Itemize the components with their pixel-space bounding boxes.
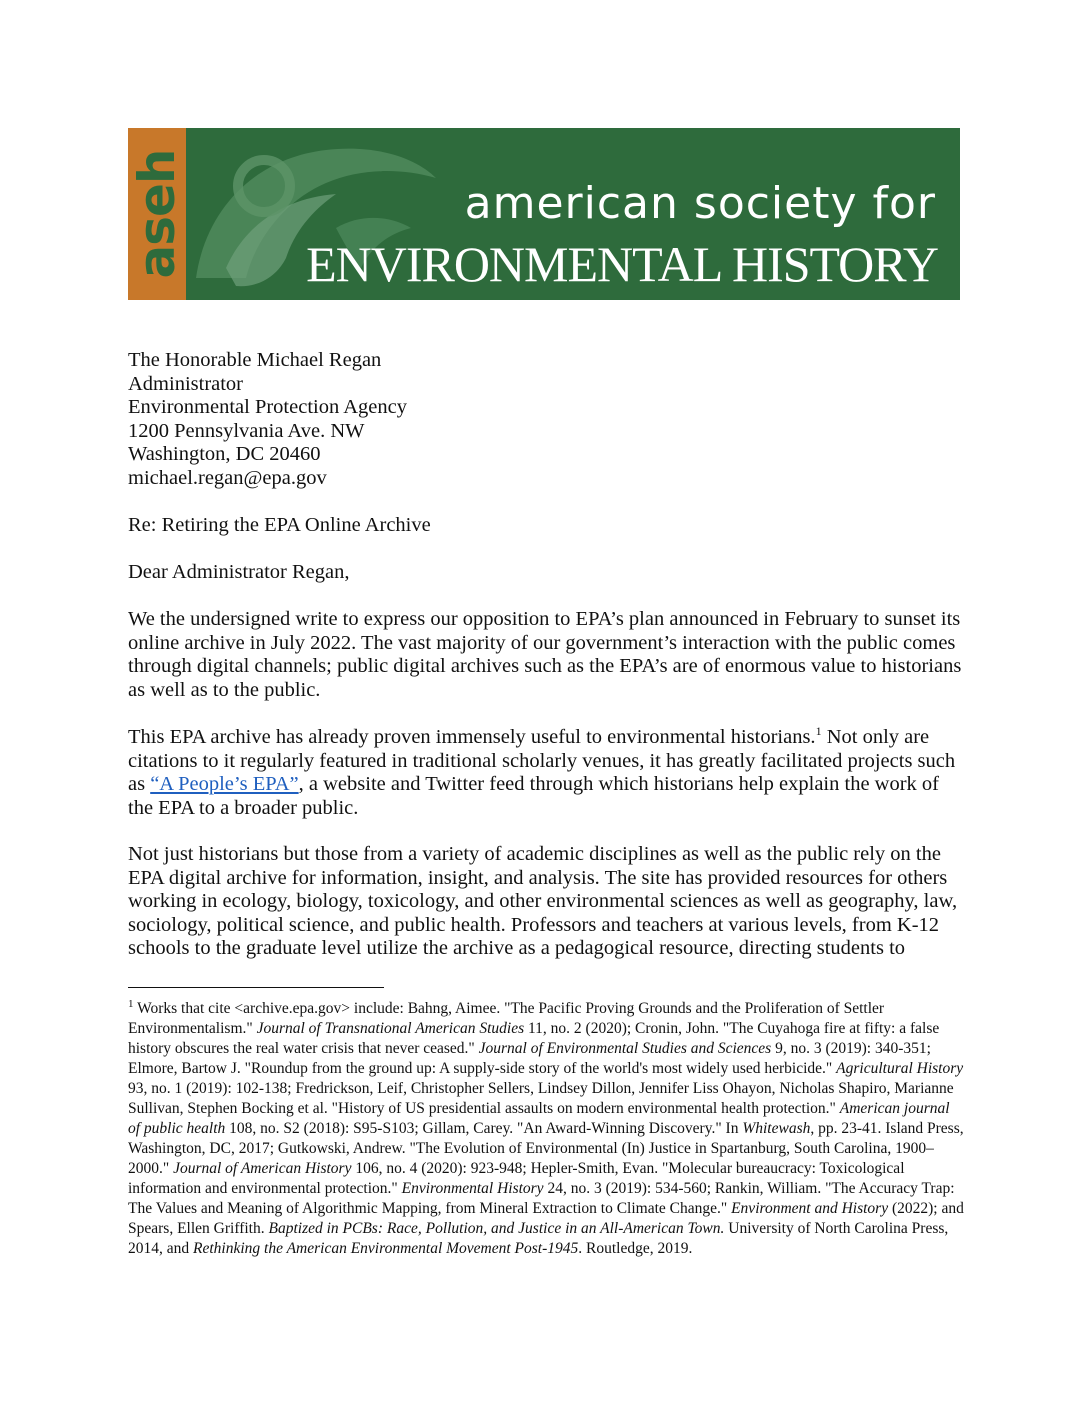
footnote-italic-title: Agricultural History (836, 1060, 964, 1077)
footnote-body (128, 997, 964, 1257)
salutation: Dear Administrator Regan, (128, 561, 350, 583)
footnote-text: (2022); and Spears, Ellen Griffith. (128, 1200, 964, 1237)
footnote (128, 999, 964, 1259)
footnote-divider (128, 987, 384, 988)
recipient-line: The Honorable Michael Regan (128, 349, 382, 371)
footnote-italic-title: Journal of Environmental Studies and Sciences (478, 1040, 772, 1057)
peoples-epa-link[interactable]: “A People’s EPA” (150, 773, 299, 795)
recipient-line: 1200 Pennsylvania Ave. NW (128, 419, 365, 442)
paragraph-1-text: We the undersigned write to express our opposition to EPA’s plan announced in February to sunset its online archive in July 2022. The vast majority of our government’s interaction with the public comes through digital channels; public digital archives such as the EPA’s are of enormous value to historians as well as to the public. (128, 608, 962, 701)
paragraph-2-middle: Not only are citations to it regularly featured in traditional scholarly venues, it has greatly facilitated projects such as (128, 726, 956, 795)
footnote-italic-title: Whitewash (742, 1120, 811, 1137)
recipient-line: Environmental Protection Agency (128, 396, 407, 418)
paragraph-2 (128, 726, 964, 820)
subject-line: Re: Retiring the EPA Online Archive (128, 514, 431, 536)
footnote-italic-title: Rethinking the American Environmental Movement Post-1945 (193, 1240, 579, 1257)
footnote-italic-title: Journal of American History (173, 1160, 352, 1177)
paragraph-3-text: Not just historians but those from a variety of academic disciplines as well as the public rely on the EPA digital archive for information, insight, and analysis. The site has provided resources for others working in ecology, biology, toxicology, and other environmental sciences as well as geography, law, sociology, political science, and public health. Professors and teachers at various levels, from K-12 schools to the graduate level utilize the archive as a pedagogical resource, directing students to (128, 843, 958, 959)
recipient-line: Administrator (128, 372, 244, 395)
footnote-italic-title: Environment and History (731, 1200, 889, 1217)
footnote-mark: 1 (128, 997, 134, 1010)
logo-side-panel (128, 128, 186, 300)
paragraph-2-end: , a website and Twitter feed through which historians help explain the work of the EPA to a broader public. (128, 773, 939, 819)
aseh-logo-text: aseh (128, 149, 186, 279)
footnote-text: 93, no. 1 (2019): 102-138; Fredrickson, Leif, Christopher Sellers, Lindsey Dillon, Jennifer Liss Ohayon, Nicholas Shapiro, Marianne Sullivan, Stephen Bocking et al. "History of US presidential assaults on modern environmental health protection." (128, 1080, 954, 1117)
footnote-text: Works that cite <archive.epa.gov> include: Bahng, Aimee. "The Pacific Proving Grounds and the Proliferation of Settler Environmentalism." (128, 1000, 885, 1037)
footnote-reference[interactable]: 1 (815, 724, 822, 739)
recipient-line: Washington, DC 20460 (128, 443, 321, 465)
footnote-text: University of North Carolina Press, 2014, and (128, 1220, 949, 1257)
recipient-email: michael.regan@epa.gov (128, 466, 327, 489)
footnote-text: 106, no. 4 (2020): 923-948; Hepler-Smith, Evan. "Molecular bureaucracy: Toxicological information and environmental protection." (128, 1160, 905, 1197)
letterhead-line-1: american society for (464, 178, 936, 229)
paragraph-3 (128, 843, 964, 961)
footnote-text: . Routledge, 2019. (578, 1240, 693, 1257)
paragraph-2-start: This EPA archive has already proven immensely useful to environmental historians. (128, 726, 816, 748)
footnote-text: 24, no. 3 (2019): 534-560; Rankin, William. "The Accuracy Trap: The Values and Meaning of Algorithmic Mapping, from Mineral Extraction to Climate Change." (128, 1180, 955, 1217)
letterhead-banner (128, 128, 960, 300)
footnote-text: 11, no. 2 (2020); Cronin, John. "The Cuyahoga fire at fifty: a false history obscures the real water crisis that never ceased." (128, 1020, 940, 1057)
footnote-italic-title: Environmental History (401, 1180, 544, 1197)
recipient-address (128, 349, 964, 490)
letterhead-line-2: ENVIRONMENTAL HISTORY (306, 236, 938, 292)
footnote-text: 9, no. 3 (2019): 340-351; Elmore, Bartow J. "Roundup from the ground up: A supply-side story of the world's most widely used herbicide." (128, 1040, 931, 1077)
paragraph-1 (128, 608, 964, 702)
footnote-text: , pp. 23-41. Island Press, Washington, DC, 2017; Gutkowski, Andrew. "The Evolution of Environmental (In) Justice in Spartanburg, South Carolina, 1900–2000." (128, 1120, 964, 1177)
paragraph-2-text (128, 726, 964, 820)
footnote-italic-title: Journal of Transnational American Studies (256, 1020, 525, 1037)
footnote-italic-title: Baptized in PCBs: Race, Pollution, and Justice in an All-American Town. (268, 1220, 725, 1237)
footnote-italic-title: American journal of public health (128, 1100, 950, 1137)
footnote-text: 108, no. S2 (2018): S95-S103; Gillam, Carey. "An Award-Winning Discovery." In (225, 1120, 743, 1137)
